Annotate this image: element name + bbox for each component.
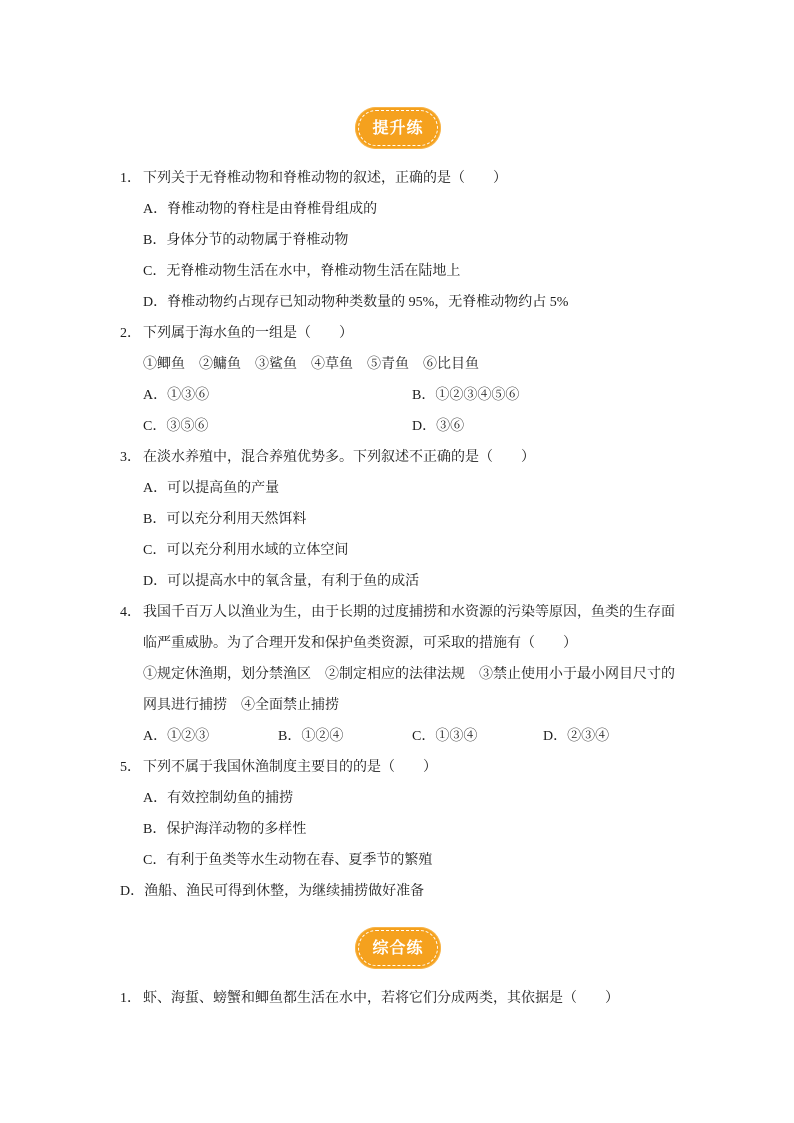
- section-badge-comprehensive: [355, 927, 441, 969]
- question-items: ①规定休渔期，划分禁渔区 ②制定相应的法律法规 ③禁止使用小于最小网目尺寸的: [143, 667, 675, 682]
- option-c: C．①③④: [412, 729, 478, 744]
- question-4: [120, 597, 720, 752]
- question-stem: [120, 318, 720, 349]
- question-number: 1．: [120, 991, 141, 1006]
- option-row: [120, 721, 720, 752]
- option-b: B．保护海洋动物的多样性: [143, 822, 307, 837]
- option-c: C．③⑤⑥: [143, 419, 209, 434]
- section-badge-practice: [355, 107, 441, 149]
- question-stem: [120, 983, 720, 1014]
- question-number: 3．: [120, 450, 141, 465]
- option-row: [120, 411, 720, 442]
- question-text: 下列属于海水鱼的一组是（ ）: [143, 326, 353, 341]
- question-number: 1．: [120, 171, 141, 186]
- option-d: D．③⑥: [412, 419, 465, 434]
- option-b: B．①②④: [278, 729, 344, 744]
- option-c: C．无脊椎动物生活在水中，脊椎动物生活在陆地上: [143, 264, 461, 279]
- question-items-continued: 网具进行捕捞 ④全面禁止捕捞: [143, 698, 339, 713]
- question-items: ①鲫鱼 ②鳙鱼 ③鲨鱼 ④草鱼 ⑤青鱼 ⑥比目鱼: [143, 357, 479, 372]
- option-b: B．①②③④⑤⑥: [412, 388, 520, 403]
- question-number: 2．: [120, 326, 141, 341]
- option-a: A．可以提高鱼的产量: [143, 481, 280, 496]
- question-text: 下列关于无脊椎动物和脊椎动物的叙述，正确的是（ ）: [143, 171, 507, 186]
- section-badge-label: 综合练: [372, 938, 424, 957]
- practice-question-list: [120, 163, 720, 907]
- option-d: D．脊椎动物约占现存已知动物种类数量的 95%，无脊椎动物约占 5%: [143, 295, 569, 310]
- question-3: [120, 442, 720, 597]
- option-row: [120, 380, 720, 411]
- option-b: B．可以充分利用天然饵料: [143, 512, 307, 527]
- question-number: 4．: [120, 605, 141, 620]
- question-stem: [120, 442, 720, 473]
- question-5: [120, 752, 720, 907]
- option-d: D．②③④: [543, 729, 610, 744]
- option-c: C．可以充分利用水域的立体空间: [143, 543, 349, 558]
- question-text: 我国千百万人以渔业为生，由于长期的过度捕捞和水资源的污染等原因，鱼类的生存面: [143, 605, 675, 620]
- question-stem: [120, 163, 720, 194]
- question-stem: [120, 597, 720, 628]
- section-badge-label: 提升练: [372, 118, 424, 137]
- option-d: D．可以提高水中的氧含量，有利于鱼的成活: [143, 574, 420, 589]
- question-text-continued: 临严重威胁。为了合理开发和保护鱼类资源，可采取的措施有（ ）: [143, 636, 577, 651]
- option-a: A．①②③: [143, 729, 210, 744]
- question-1: [120, 983, 720, 1014]
- question-number: 5．: [120, 760, 141, 775]
- question-text: 下列不属于我国休渔制度主要目的的是（ ）: [143, 760, 437, 775]
- option-c: C．有利于鱼类等水生动物在春、夏季节的繁殖: [143, 853, 433, 868]
- question-stem: [120, 752, 720, 783]
- option-a: A．①③⑥: [143, 388, 210, 403]
- option-b: B．身体分节的动物属于脊椎动物: [143, 233, 349, 248]
- comprehensive-question-list: [120, 983, 720, 1014]
- question-1: [120, 163, 720, 318]
- option-d: D．渔船、渔民可得到休整，为继续捕捞做好准备: [120, 884, 425, 899]
- question-text: 虾、海蜇、螃蟹和鲫鱼都生活在水中，若将它们分成两类，其依据是（ ）: [143, 991, 619, 1006]
- question-2: [120, 318, 720, 442]
- option-a: A．有效控制幼鱼的捕捞: [143, 791, 294, 806]
- option-a: A．脊椎动物的脊柱是由脊椎骨组成的: [143, 202, 378, 217]
- question-text: 在淡水养殖中，混合养殖优势多。下列叙述不正确的是（ ）: [143, 450, 535, 465]
